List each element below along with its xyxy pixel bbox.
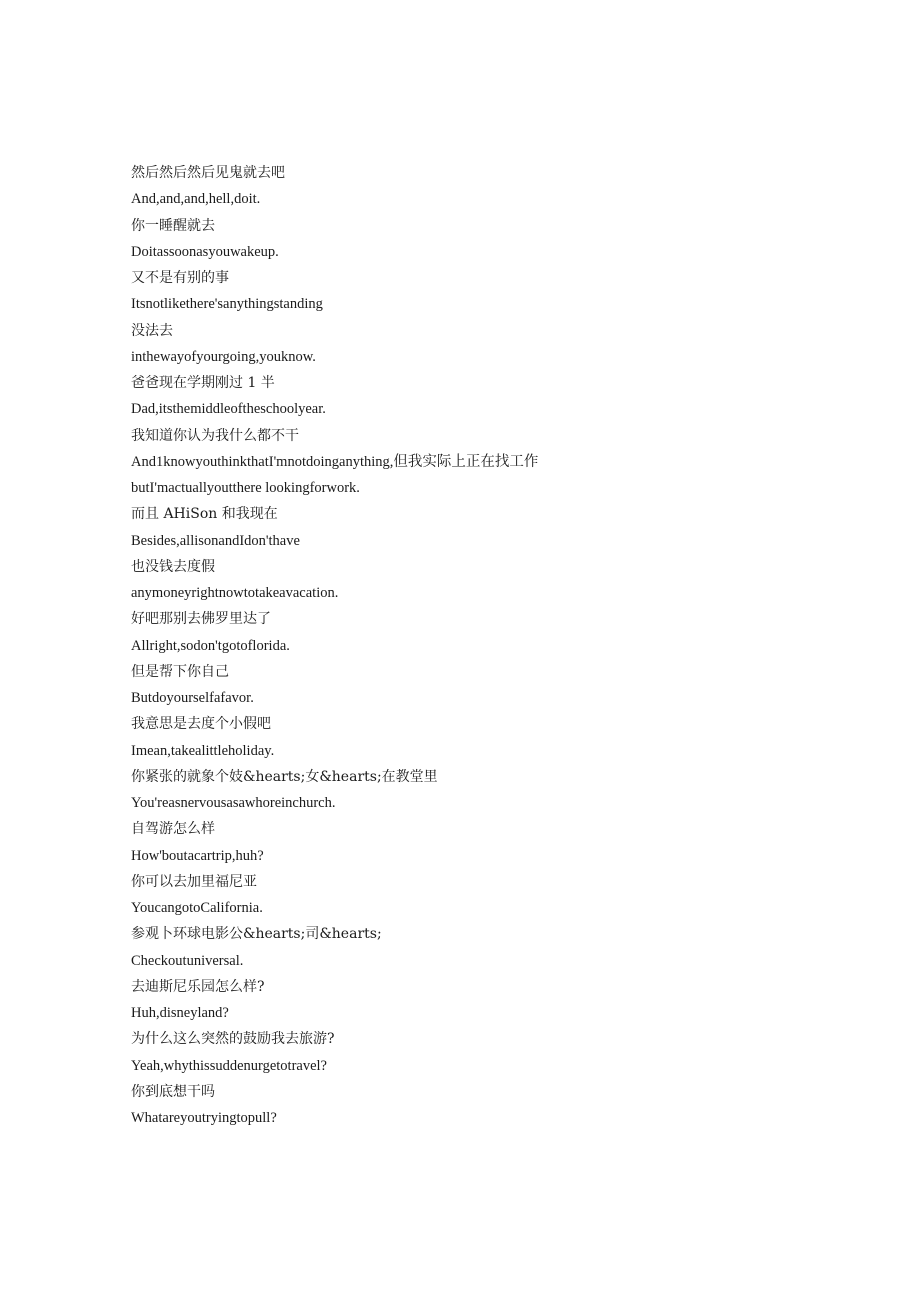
english-subtitle-line: Imean,takealittleholiday. [131,742,275,759]
english-subtitle-line: anymoneyrightnowtotakeavacation. [131,585,339,601]
chinese-subtitle-line: 但是帮下你自己 [131,663,229,680]
chinese-subtitle-line: 好吧那别去佛罗里达了 [131,611,271,628]
chinese-subtitle-line: 又不是有别的事 [131,270,229,286]
english-subtitle-line: Yeah,whythissuddenurgetotravel? [131,1057,327,1074]
chinese-subtitle-line: 你可以去加里福尼亚 [131,873,257,890]
chinese-subtitle-line: 参观卜环球电影公&hearts;司&hearts; [131,926,382,943]
chinese-subtitle-line: 你紧张的就象个妓&hearts;女&hearts;在教堂里 [131,768,438,785]
english-subtitle-line: And1knowyouthinkthatI'mnotdoinganything,但我实际上正在找工作 [131,453,539,470]
english-subtitle-line: You'reasnervousasawhoreinchurch. [131,795,336,811]
english-subtitle-line: Allright,sodon'tgotoflorida. [131,637,290,654]
english-subtitle-line: Whatareyoutryingtopull? [131,1110,277,1126]
chinese-subtitle-line: 然后然后然后见鬼就去吧 [131,165,285,181]
english-subtitle-line: YoucangotoCalifornia. [131,900,263,916]
chinese-subtitle-line: 没法去 [131,322,173,339]
chinese-subtitle-line: 我知道你认为我什么都不干 [131,427,299,444]
chinese-subtitle-line: 也没钱去度假 [131,558,215,575]
english-subtitle-line: butI'mactuallyoutthere lookingforwork. [131,480,360,496]
english-subtitle-line: Huh,disneyland? [131,1005,229,1021]
english-subtitle-line: Itsnotlikethere'sanythingstanding [131,296,323,313]
english-subtitle-line: How'boutacartrip,huh? [131,847,264,864]
english-subtitle-line: Dad,itsthemiddleoftheschoolyear. [131,401,326,418]
english-subtitle-line: Checkoutuniversal. [131,952,244,969]
chinese-subtitle-line: 爸爸现在学期刚过 1 半 [131,375,275,391]
chinese-subtitle-line: 我意思是去度个小假吧 [131,716,271,733]
chinese-subtitle-line: 为什么这么突然的鼓励我去旅游? [131,1031,335,1048]
english-subtitle-line: Besides,allisonandIdon'thave [131,532,300,549]
english-subtitle-line: Doitassoonasyouwakeup. [131,243,279,260]
english-subtitle-line: Butdoyourselfafavor. [131,690,254,706]
english-subtitle-line: inthewayofyourgoing,youknow. [131,348,316,365]
chinese-subtitle-line: 去迪斯尼乐园怎么样? [131,978,265,995]
chinese-subtitle-line: 而且 AHiSon 和我现在 [131,506,278,523]
english-subtitle-line: And,and,and,hell,doit. [131,191,261,208]
chinese-subtitle-line: 你一睡醒就去 [131,217,215,234]
chinese-subtitle-line: 你到底想干吗 [131,1083,215,1100]
subtitle-text-body [131,160,891,1131]
chinese-subtitle-line: 自驾游怎么样 [131,821,215,838]
